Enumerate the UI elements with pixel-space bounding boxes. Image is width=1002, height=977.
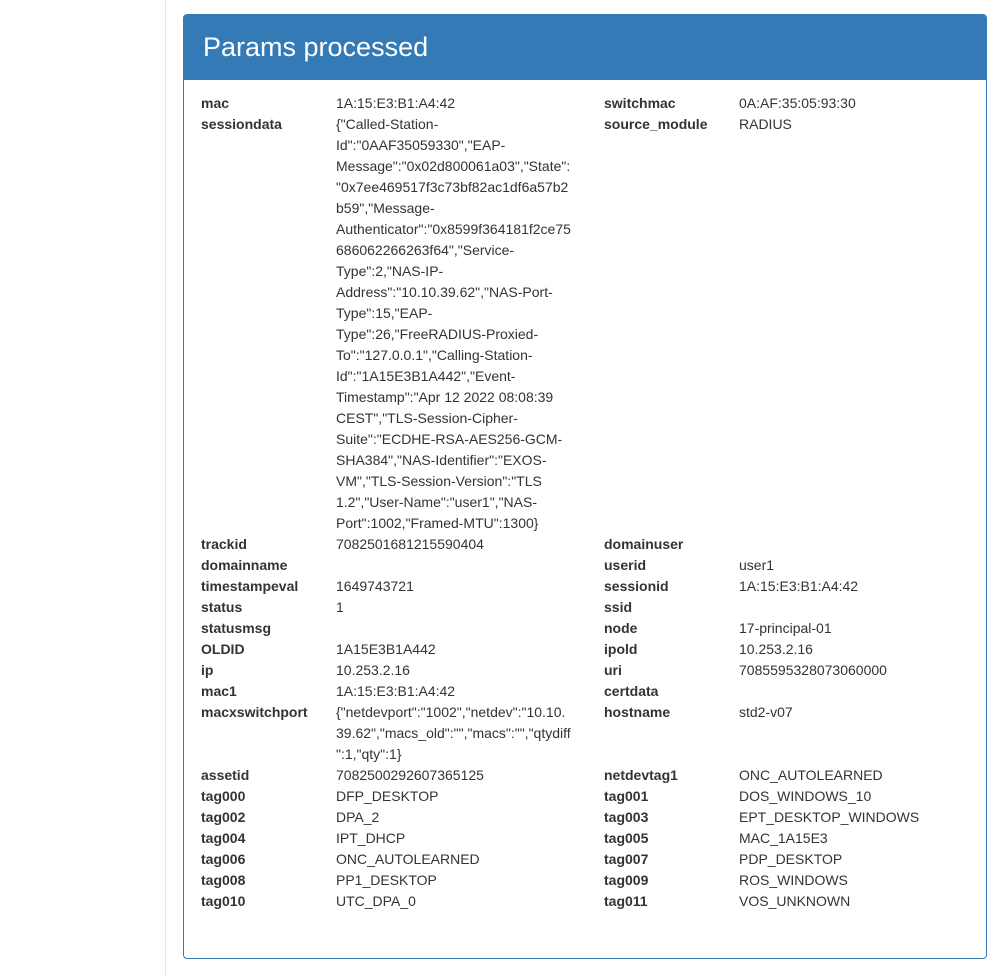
param-key: sessiondata <box>201 116 282 132</box>
param-value: EPT_DESKTOP_WINDOWS <box>739 809 920 825</box>
left-column-divider <box>165 0 166 977</box>
param-value <box>336 618 604 639</box>
param-key: tag002 <box>201 809 246 825</box>
param-value: 17-principal-01 <box>739 620 832 636</box>
param-value: ONC_AUTOLEARNED <box>336 851 480 867</box>
param-value: 1A:15:E3:B1:A4:42 <box>336 683 456 699</box>
param-key: source_module <box>604 116 708 132</box>
param-value: DFP_DESKTOP <box>336 788 439 804</box>
param-value: 1A:15:E3:B1:A4:42 <box>336 95 456 111</box>
param-value: RADIUS <box>739 116 792 132</box>
param-key: domainuser <box>604 536 684 552</box>
param-value: 7082501681215590404 <box>336 536 484 552</box>
param-value: {"netdevport":"1002","netdev":"10.10.39.62","macs_old":"","macs":"","qtydiff":1,"qty":1} <box>336 704 571 762</box>
param-value <box>336 555 604 576</box>
param-key: userid <box>604 557 647 573</box>
param-key: macxswitchport <box>201 704 308 720</box>
param-key: certdata <box>604 683 659 699</box>
param-key: tag001 <box>604 788 649 804</box>
param-value: 1A:15:E3:B1:A4:42 <box>739 578 859 594</box>
panel-heading <box>184 15 986 80</box>
param-value <box>739 681 987 702</box>
param-key: ip <box>201 662 214 678</box>
param-key: node <box>604 620 638 636</box>
param-value: UTC_DPA_0 <box>336 893 416 909</box>
param-key: timestampeval <box>201 578 299 594</box>
param-key: ipold <box>604 641 638 657</box>
param-key: assetid <box>201 767 250 783</box>
param-key: mac1 <box>201 683 237 699</box>
param-value: DOS_WINDOWS_10 <box>739 788 872 804</box>
param-key: trackid <box>201 536 247 552</box>
param-value: PP1_DESKTOP <box>336 872 437 888</box>
param-value: ROS_WINDOWS <box>739 872 848 888</box>
param-key: uri <box>604 662 622 678</box>
param-key: tag000 <box>201 788 246 804</box>
param-value: 1 <box>336 599 344 615</box>
param-key: mac <box>201 95 230 111</box>
param-key: netdevtag1 <box>604 767 678 783</box>
param-key: ssid <box>604 599 633 615</box>
param-value: DPA_2 <box>336 809 380 825</box>
param-key: tag003 <box>604 809 649 825</box>
param-value <box>739 597 987 618</box>
param-value: user1 <box>739 557 775 573</box>
param-key: domainname <box>201 557 288 573</box>
param-value: 1A15E3B1A442 <box>336 641 436 657</box>
param-value: PDP_DESKTOP <box>739 851 843 867</box>
param-value: std2-v07 <box>739 704 793 720</box>
param-value: 1649743721 <box>336 578 414 594</box>
param-key: tag005 <box>604 830 649 846</box>
param-key: tag011 <box>604 893 648 909</box>
param-key: sessionid <box>604 578 669 594</box>
param-value: 7085595328073060000 <box>739 662 887 678</box>
param-key: hostname <box>604 704 671 720</box>
param-key: tag007 <box>604 851 649 867</box>
param-key: tag008 <box>201 872 246 888</box>
param-key: tag010 <box>201 893 246 909</box>
param-key: statusmsg <box>201 620 272 636</box>
param-key: status <box>201 599 243 615</box>
panel-title: Params processed <box>203 32 429 62</box>
param-key: OLDID <box>201 641 245 657</box>
params-processed-panel <box>183 14 987 959</box>
param-value: ONC_AUTOLEARNED <box>739 767 883 783</box>
param-value: IPT_DHCP <box>336 830 406 846</box>
param-key: tag004 <box>201 830 246 846</box>
param-value <box>739 534 987 555</box>
param-key: switchmac <box>604 95 676 111</box>
param-value: 7082500292607365125 <box>336 767 484 783</box>
param-value: 10.253.2.16 <box>336 662 410 678</box>
param-value: MAC_1A15E3 <box>739 830 828 846</box>
param-value: {"Called-Station-Id":"0AAF35059330","EAP-Message":"0x02d800061a03","State":"0x7ee469517f3c73bf82ac1df6a57b2b59","Message-Authenticator":"0x8599f364181f2ce75686062266263f64","Service-Type":2,"NAS-IP-Address":"10.10.39.62","NAS-Port-Type":15,"EAP-Type":26,"FreeRADIUS-Proxied-To":"127.0.0.1","Calling-Station-Id":"1A15E3B1A442","Event-Timestamp":"Apr 12 2022 08:08:39 CEST","TLS-Session-Cipher-Suite":"ECDHE-RSA-AES256-GCM-SHA384","NAS-Identifier":"EXOS-VM","TLS-Session-Version":"TLS 1.2","User-Name":"user1","NAS-Port":1002,"Framed-MTU":1300} <box>336 116 571 531</box>
param-value: VOS_UNKNOWN <box>739 893 851 909</box>
param-value: 0A:AF:35:05:93:30 <box>739 95 856 111</box>
param-value: 10.253.2.16 <box>739 641 813 657</box>
param-key: tag009 <box>604 872 649 888</box>
param-key: tag006 <box>201 851 246 867</box>
panel-body <box>184 80 986 912</box>
params-grid <box>201 93 986 912</box>
